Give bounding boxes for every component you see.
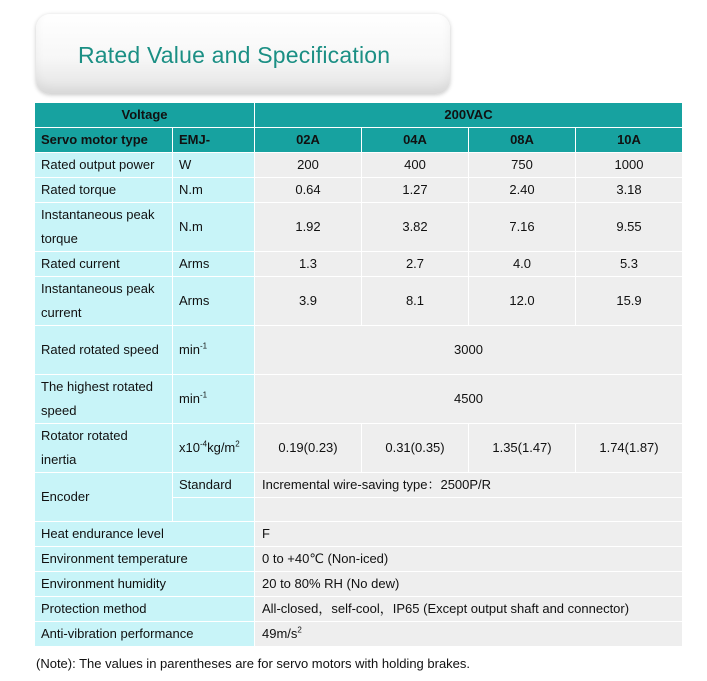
table-row — [35, 178, 683, 203]
row-label: Heat endurance level — [35, 522, 255, 547]
row-value: 1.74(1.87) — [576, 424, 683, 473]
type-prefix: EMJ- — [173, 128, 255, 153]
type-label: Servo motor type — [35, 128, 173, 153]
row-value: 7.16 — [469, 203, 576, 252]
row-value: 0.31(0.35) — [362, 424, 469, 473]
model-header: 04A — [362, 128, 469, 153]
row-value: Incremental wire-saving type：2500P/R — [255, 473, 683, 498]
model-row — [35, 128, 683, 153]
unit-part: kg/m — [207, 440, 236, 455]
row-value: 200 — [255, 153, 362, 178]
row-label: Anti-vibration performance — [35, 622, 255, 647]
model-header: 10A — [576, 128, 683, 153]
row-value: 4.0 — [469, 252, 576, 277]
row-label: Rotator rotated inertia — [35, 424, 173, 473]
value-base: 49m/s — [262, 626, 298, 641]
table-row — [35, 203, 683, 252]
unit-exponent: -1 — [199, 341, 208, 351]
row-unit: Arms — [173, 252, 255, 277]
row-value: 1.3 — [255, 252, 362, 277]
row-value: 1000 — [576, 153, 683, 178]
table-row — [35, 252, 683, 277]
unit-exponent: -1 — [199, 390, 208, 400]
value-exponent: 2 — [297, 625, 302, 635]
row-unit — [173, 326, 255, 375]
unit-base: min — [179, 342, 200, 357]
row-value: 3.9 — [255, 277, 362, 326]
row-value: 750 — [469, 153, 576, 178]
row-label: Encoder — [35, 473, 173, 522]
row-value: 400 — [362, 153, 469, 178]
row-value: 2.40 — [469, 178, 576, 203]
row-value: 9.55 — [576, 203, 683, 252]
row-value: 8.1 — [362, 277, 469, 326]
table-row — [35, 572, 683, 597]
row-value: 1.92 — [255, 203, 362, 252]
table-row — [35, 547, 683, 572]
voltage-value: 200VAC — [255, 103, 683, 128]
row-value: 1.35(1.47) — [469, 424, 576, 473]
row-label: Environment temperature — [35, 547, 255, 572]
row-label: Rated torque — [35, 178, 173, 203]
row-label: Environment humidity — [35, 572, 255, 597]
row-value: 2.7 — [362, 252, 469, 277]
row-unit: W — [173, 153, 255, 178]
row-value: 0.64 — [255, 178, 362, 203]
row-value: 20 to 80% RH (No dew) — [255, 572, 683, 597]
row-value: 0.19(0.23) — [255, 424, 362, 473]
row-value: 5.3 — [576, 252, 683, 277]
row-value: All-closed，self-cool，IP65 (Except output shaft and connector) — [255, 597, 683, 622]
model-header: 02A — [255, 128, 362, 153]
table-row — [35, 277, 683, 326]
empty-cell — [173, 498, 255, 522]
row-label: Rated output power — [35, 153, 173, 178]
row-value — [255, 622, 683, 647]
table-row — [35, 375, 683, 424]
row-label: Protection method — [35, 597, 255, 622]
table-row — [35, 597, 683, 622]
row-value: F — [255, 522, 683, 547]
table-row — [35, 473, 683, 498]
empty-cell — [255, 498, 683, 522]
unit-part: x10 — [179, 440, 200, 455]
row-value: 12.0 — [469, 277, 576, 326]
row-label: Instantaneous peak current — [35, 277, 173, 326]
row-value: 4500 — [255, 375, 683, 424]
row-label: Rated current — [35, 252, 173, 277]
unit-exponent: -4 — [199, 439, 208, 449]
row-value: 3000 — [255, 326, 683, 375]
row-unit — [173, 424, 255, 473]
title-banner — [36, 14, 450, 94]
row-value: 3.82 — [362, 203, 469, 252]
table-row — [35, 326, 683, 375]
model-header: 08A — [469, 128, 576, 153]
row-label: Instantaneous peak torque — [35, 203, 173, 252]
voltage-label: Voltage — [35, 103, 255, 128]
table-row — [35, 522, 683, 547]
row-unit: Arms — [173, 277, 255, 326]
page-title: Rated Value and Specification — [78, 42, 391, 68]
row-label: The highest rotated speed — [35, 375, 173, 424]
row-unit: N.m — [173, 178, 255, 203]
unit-exponent: 2 — [235, 439, 240, 449]
footnote: (Note): The values in parentheses are for servo motors with holding brakes. — [36, 656, 471, 671]
row-unit: N.m — [173, 203, 255, 252]
row-value: 1.27 — [362, 178, 469, 203]
table-row — [35, 424, 683, 473]
row-value: 15.9 — [576, 277, 683, 326]
row-unit — [173, 375, 255, 424]
row-label: Rated rotated speed — [35, 326, 173, 375]
row-value: 0 to +40℃ (Non-iced) — [255, 547, 683, 572]
table-row — [35, 153, 683, 178]
table-row — [35, 622, 683, 647]
voltage-row — [35, 103, 683, 128]
unit-base: min — [179, 391, 200, 406]
spec-table — [34, 102, 683, 647]
row-unit: Standard — [173, 473, 255, 498]
row-value: 3.18 — [576, 178, 683, 203]
